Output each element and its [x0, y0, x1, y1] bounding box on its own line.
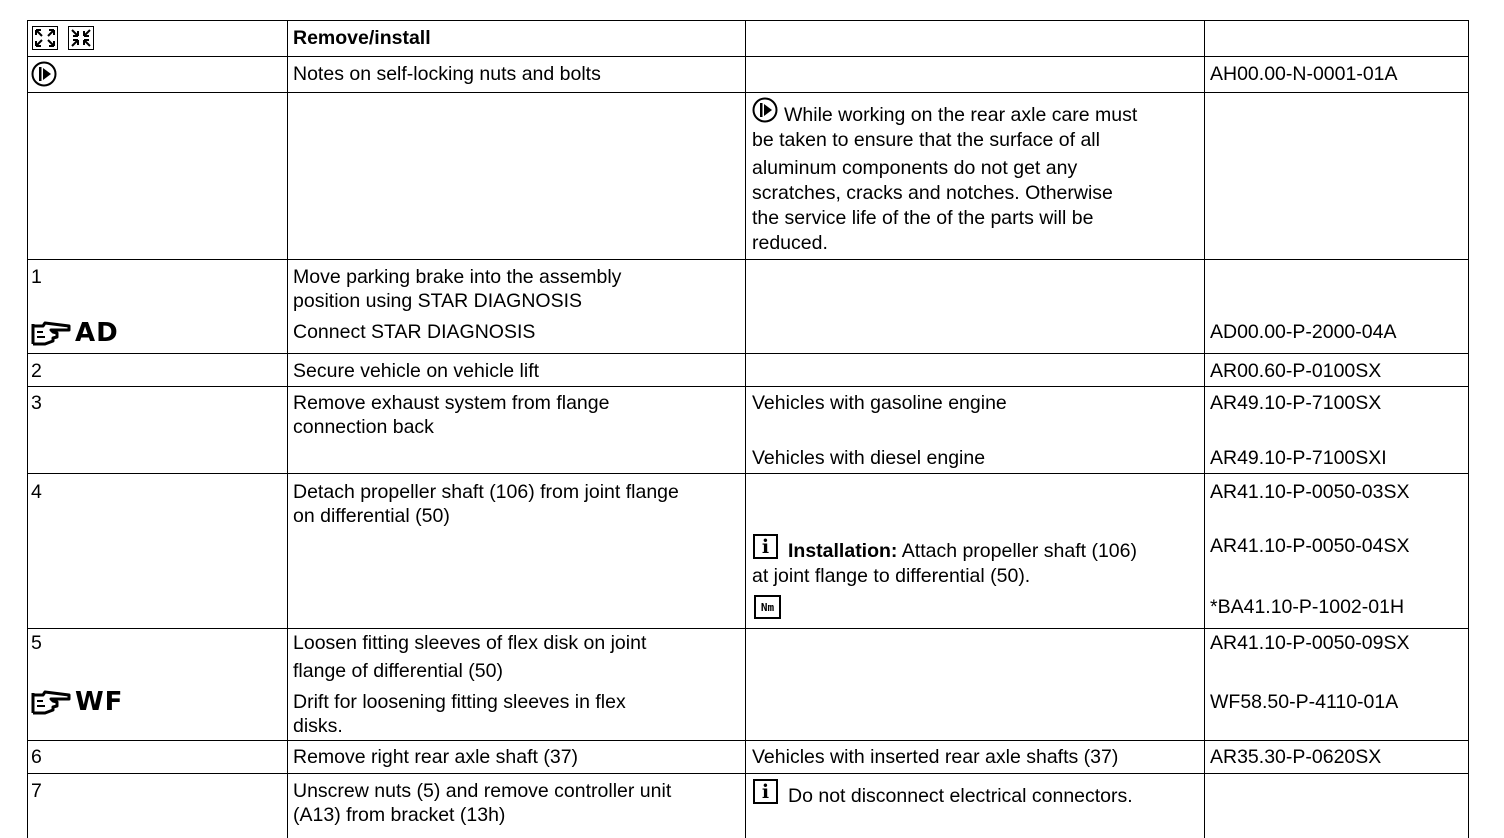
step-number: 3: [31, 392, 42, 414]
row-divider: [27, 473, 1469, 474]
step-reference[interactable]: AR49.10-P-7100SXI: [1210, 447, 1387, 469]
tool-indicator: [31, 687, 123, 717]
installation-note-line: [788, 539, 1137, 564]
torque-reference[interactable]: *BA41.10-P-1002-01H: [1210, 596, 1405, 618]
step-text-line: Unscrew nuts (5) and remove controller unit: [293, 780, 672, 802]
condition-text: Vehicles with gasoline engine: [752, 392, 1007, 414]
step-text-line: Detach propeller shaft (106) from joint flange: [293, 481, 679, 503]
tool-indicator: [31, 318, 119, 348]
step-text-line: position using STAR DIAGNOSIS: [293, 290, 582, 312]
note-arrow-icon: [31, 61, 57, 87]
row-divider: [27, 773, 1469, 774]
condition-text: Vehicles with inserted rear axle shafts (37): [752, 746, 1119, 768]
row-divider: [27, 353, 1469, 354]
note-reference[interactable]: AH00.00-N-0001-01A: [1210, 63, 1398, 85]
step-text-line: Remove exhaust system from flange: [293, 392, 610, 414]
column-divider: [1204, 20, 1205, 838]
condition-text: Vehicles with diesel engine: [752, 447, 986, 469]
expand-icon[interactable]: [32, 26, 58, 50]
caution-text-line: the service life of the of the parts will be: [752, 207, 1094, 229]
tool-text-line: Drift for loosening fitting sleeves in flex: [293, 691, 626, 713]
step-text: Secure vehicle on vehicle lift: [293, 360, 540, 382]
procedure-title: Remove/install: [293, 27, 431, 49]
row-divider: [27, 386, 1469, 387]
info-text: Do not disconnect electrical connectors.: [788, 785, 1133, 807]
step-reference[interactable]: AR41.10-P-0050-03SX: [1210, 481, 1410, 503]
tool-text-line: disks.: [293, 715, 343, 737]
step-text-line: on differential (50): [293, 505, 450, 527]
tool-code: WF: [75, 687, 124, 717]
installation-text: Attach propeller shaft (106): [901, 540, 1137, 562]
note-arrow-icon: [752, 97, 778, 123]
step-number: 6: [31, 746, 42, 768]
step-number: 2: [31, 360, 42, 382]
tool-reference[interactable]: WF58.50-P-4110-01A: [1210, 691, 1399, 713]
step-text-line: connection back: [293, 416, 434, 438]
pointing-hand-icon: [31, 689, 71, 715]
row-divider: [27, 628, 1469, 629]
caution-text-line: aluminum components do not get any: [752, 157, 1078, 179]
info-icon: i: [753, 779, 778, 804]
tool-text: Connect STAR DIAGNOSIS: [293, 321, 536, 343]
step-reference[interactable]: AR41.10-P-0050-09SX: [1210, 632, 1410, 654]
column-divider: [745, 20, 746, 838]
step-reference[interactable]: AR35.30-P-0620SX: [1210, 746, 1382, 768]
column-divider: [287, 20, 288, 838]
info-icon: i: [753, 534, 778, 559]
step-number: 4: [31, 481, 42, 503]
collapse-icon[interactable]: [68, 26, 94, 50]
row-divider: [27, 56, 1469, 57]
step-number: 1: [31, 266, 42, 288]
tool-reference[interactable]: AD00.00-P-2000-04A: [1210, 321, 1397, 343]
step-reference[interactable]: AR41.10-P-0050-04SX: [1210, 535, 1410, 557]
row-divider: [27, 20, 1469, 21]
installation-note-line: at joint flange to differential (50).: [752, 565, 1031, 587]
step-text: Remove right rear axle shaft (37): [293, 746, 579, 768]
caution-text-line: reduced.: [752, 232, 828, 254]
pointing-hand-icon: [31, 320, 71, 346]
row-divider: [27, 259, 1469, 260]
step-number: 7: [31, 780, 42, 802]
step-text-line: Move parking brake into the assembly: [293, 266, 622, 288]
note-text: Notes on self-locking nuts and bolts: [293, 63, 601, 85]
step-reference[interactable]: AR00.60-P-0100SX: [1210, 360, 1382, 382]
row-divider: [27, 740, 1469, 741]
row-divider: [27, 92, 1469, 93]
tool-code: AD: [75, 318, 119, 348]
step-number: 5: [31, 632, 42, 654]
caution-text-line: be taken to ensure that the surface of all: [752, 129, 1100, 151]
column-divider: [1468, 20, 1469, 838]
step-reference[interactable]: AR49.10-P-7100SX: [1210, 392, 1382, 414]
step-text-line: flange of differential (50): [293, 660, 503, 682]
torque-icon: Nm: [754, 595, 781, 619]
installation-label: Installation:: [788, 540, 898, 562]
step-text-line: Loosen fitting sleeves of flex disk on joint: [293, 632, 647, 654]
step-text-line: (A13) from bracket (13h): [293, 804, 506, 826]
column-divider: [27, 20, 28, 838]
caution-text-line: While working on the rear axle care must: [784, 104, 1138, 126]
caution-text-line: scratches, cracks and notches. Otherwise: [752, 182, 1113, 204]
